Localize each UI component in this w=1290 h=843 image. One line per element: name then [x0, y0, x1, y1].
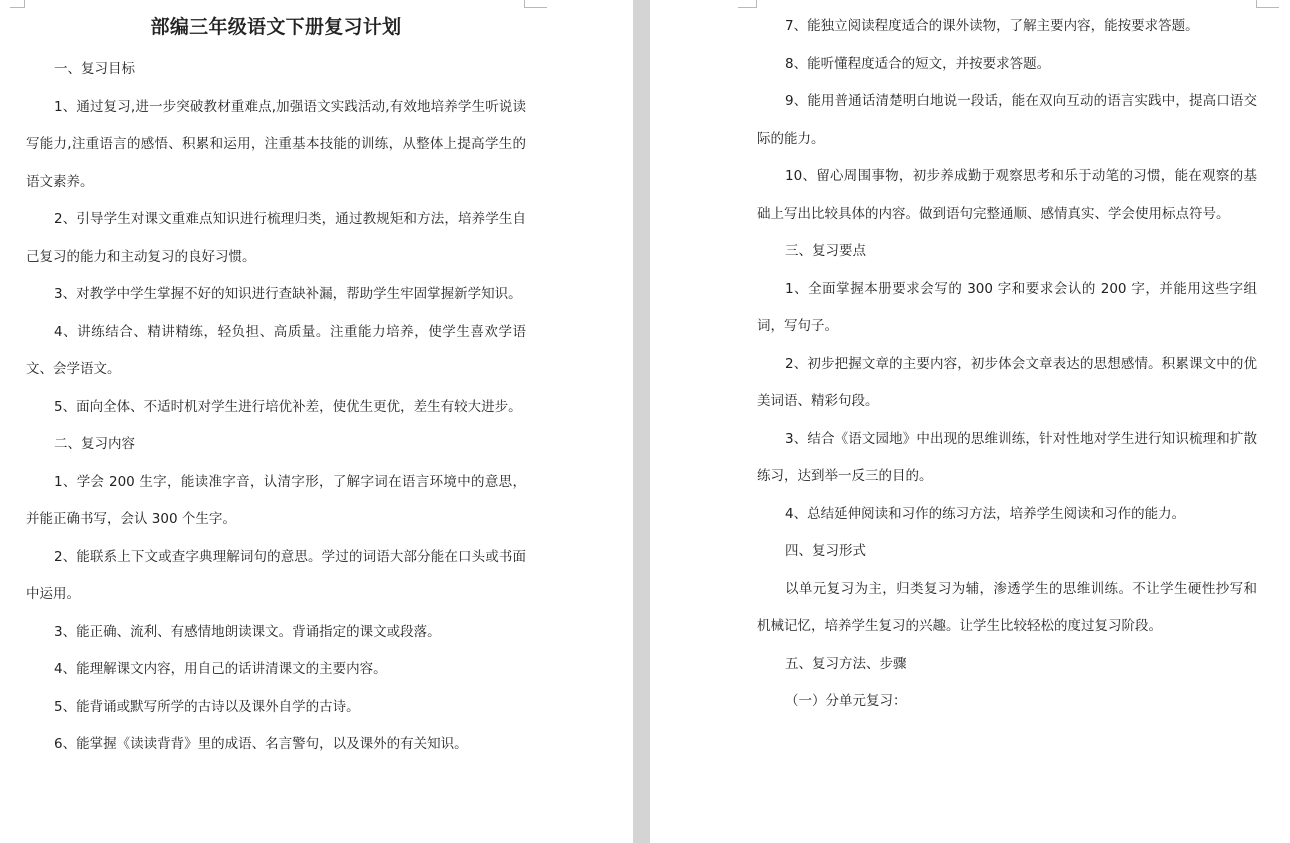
paragraph: 4、总结延伸阅读和习作的练习方法，培养学生阅读和习作的能力。: [785, 505, 1186, 522]
page-right-content: [757, 0, 1257, 721]
page-left: [0, 0, 633, 843]
paragraph: 9、能用普通话清楚明白地说一段话，能在双向互动的语言实践中，提高口语交际的能力。: [757, 93, 1257, 147]
page-left-content: [26, 0, 526, 764]
paragraph: 2、能联系上下文或查字典理解词句的意思。学过的词语大部分能在口头或书面中运用。: [26, 548, 526, 602]
page-gutter: [633, 0, 650, 843]
paragraph: 5、面向全体、不适时机对学生进行培优补差，使优生更优，差生有较大进步。: [54, 398, 522, 415]
paragraph: 2、引导学生对课文重难点知识进行梳理归类，通过教规矩和方法，培养学生自己复习的能力和主动复习的良好习惯。: [26, 211, 526, 265]
paragraph: 1、通过复习,进一步突破教材重难点,加强语文实践活动,有效地培养学生听说读写能力,注重语言的感悟、积累和运用，注重基本技能的训练，从整体上提高学生的语文素养。: [26, 98, 526, 190]
crop-mark: [524, 0, 547, 8]
paragraph: 3、对教学中学生掌握不好的知识进行查缺补漏，帮助学生牢固掌握新学知识。: [54, 286, 522, 302]
document-title: 部编三年级语文下册复习计划: [150, 16, 402, 38]
paragraph: 6、能掌握《读读背背》里的成语、名言警句，以及课外的有关知识。: [54, 736, 468, 752]
section-heading: 一、复习目标: [54, 61, 135, 77]
paragraph: 1、学会 200 生字，能读准字音，认清字形，了解字词在语言环境中的意思，并能正确书写，会认 300 个生字。: [26, 473, 526, 527]
paragraph: 1、全面掌握本册要求会写的 300 字和要求会认的 200 字，并能用这些字组词，写句子。: [757, 280, 1257, 334]
section-heading: 三、复习要点: [785, 243, 866, 259]
section-heading: 二、复习内容: [54, 436, 135, 452]
paragraph: 3、能正确、流利、有感情地朗读课文。背诵指定的课文或段落。: [54, 623, 441, 640]
crop-mark: [1256, 0, 1279, 8]
paragraph: 5、能背诵或默写所学的古诗以及课外自学的古诗。: [54, 698, 360, 715]
paragraph: 8、能听懂程度适合的短文，并按要求答题。: [785, 55, 1051, 72]
paragraph: 7、能独立阅读程度适合的课外读物，了解主要内容，能按要求答题。: [785, 18, 1199, 34]
section-heading: 四、复习形式: [785, 543, 866, 559]
paragraph: 4、能理解课文内容，用自己的话讲清课文的主要内容。: [54, 661, 387, 677]
paragraph: 2、初步把握文章的主要内容，初步体会文章表达的思想感情。积累课文中的优美词语、精彩句段。: [757, 355, 1257, 409]
section-heading: 五、复习方法、步骤: [785, 655, 907, 672]
page-right: [650, 0, 1290, 843]
paragraph: 3、结合《语文园地》中出现的思维训练，针对性地对学生进行知识梳理和扩散练习，达到举一反三的目的。: [757, 430, 1257, 484]
paragraph: 以单元复习为主，归类复习为辅，渗透学生的思维训练。不让学生硬性抄写和机械记忆，培养学生复习的兴趣。让学生比较轻松的度过复习阶段。: [757, 580, 1257, 634]
paragraph: 4、讲练结合、精讲精练，轻负担、高质量。注重能力培养，使学生喜欢学语文、会学语文。: [26, 323, 526, 377]
crop-mark: [738, 0, 757, 8]
crop-mark: [10, 0, 25, 8]
subsection-heading: （一）分单元复习：: [785, 693, 907, 709]
paragraph: 10、留心周围事物，初步养成勤于观察思考和乐于动笔的习惯，能在观察的基础上写出比较具体的内容。做到语句完整通顺、感情真实、学会使用标点符号。: [757, 168, 1257, 222]
